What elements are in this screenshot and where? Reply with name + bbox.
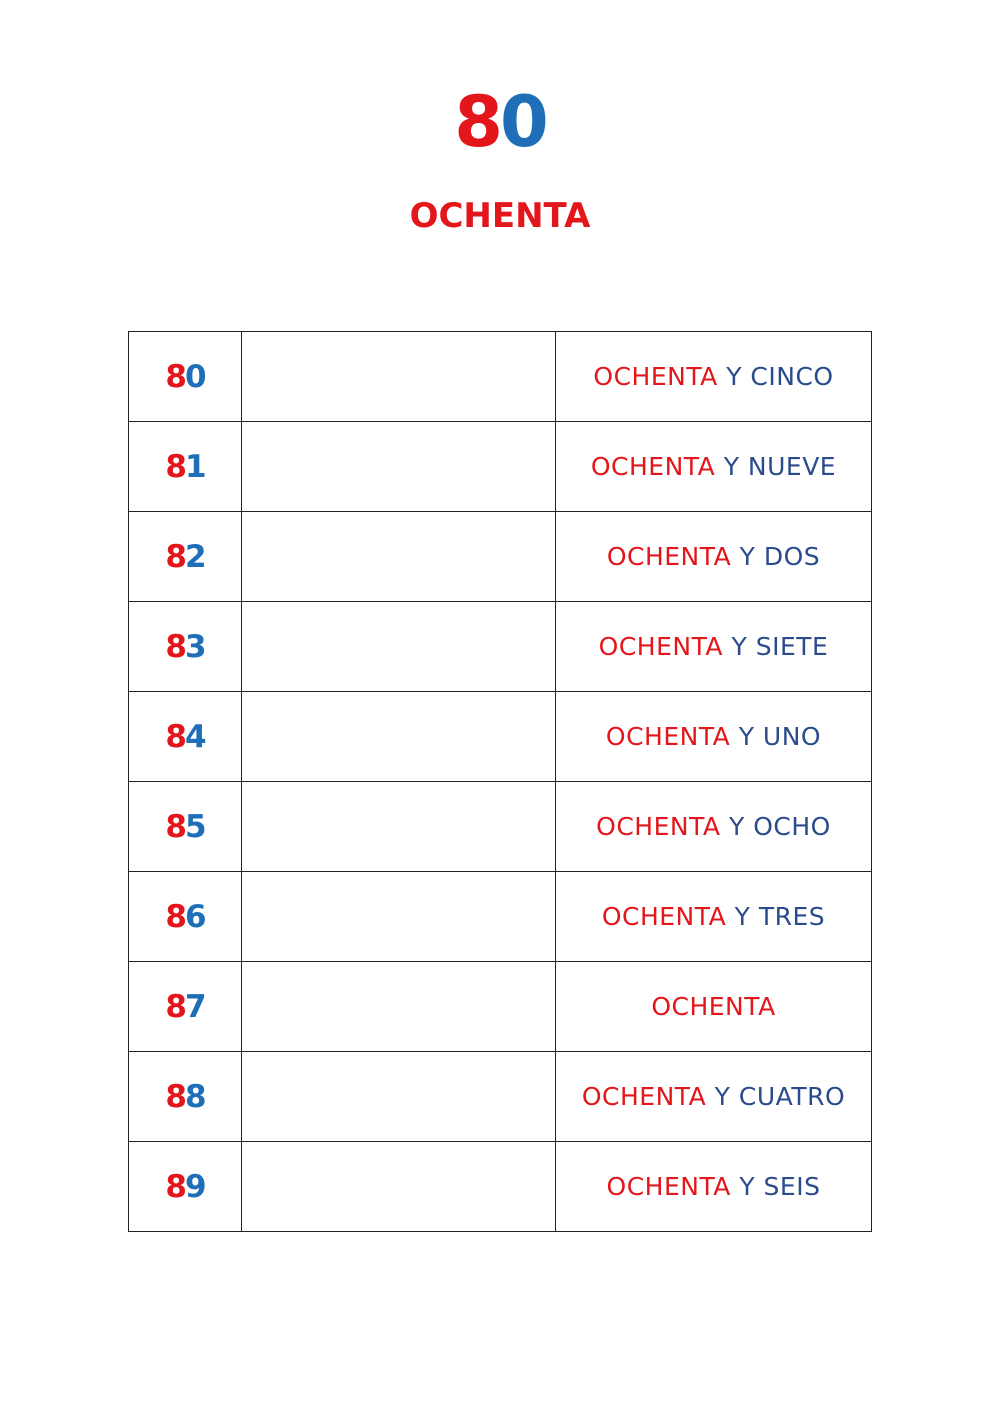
word-cell <box>556 332 872 422</box>
word-units: Y CUATRO <box>706 1082 846 1111</box>
units-digit: 5 <box>185 808 205 845</box>
word-cell <box>556 782 872 872</box>
word-units: Y UNO <box>730 722 822 751</box>
number-cell <box>129 332 242 422</box>
number-cell <box>129 782 242 872</box>
word-ochenta: OCHENTA <box>596 812 721 841</box>
word-cell <box>556 872 872 962</box>
word-ochenta: OCHENTA <box>590 452 716 481</box>
word-units: Y TRES <box>726 902 826 931</box>
units-digit: 8 <box>185 1078 205 1115</box>
answer-blank-cell[interactable] <box>242 692 556 782</box>
title-units-digit: 0 <box>500 81 546 163</box>
word-units: Y SEIS <box>730 1172 821 1201</box>
word-cell <box>556 512 872 602</box>
answer-blank-cell[interactable] <box>242 1142 556 1232</box>
tens-digit: 8 <box>165 718 185 755</box>
tens-digit: 8 <box>165 448 185 485</box>
number-cell <box>129 1142 242 1232</box>
word-ochenta: OCHENTA <box>651 992 776 1021</box>
word-cell <box>556 602 872 692</box>
tens-digit: 8 <box>165 358 185 395</box>
page-title-number <box>0 78 1000 166</box>
word-units: Y OCHO <box>720 812 831 841</box>
word-units: Y CINCO <box>717 362 834 391</box>
units-digit: 2 <box>185 538 205 575</box>
units-digit: 1 <box>185 448 205 485</box>
tens-digit: 8 <box>165 538 185 575</box>
table-row <box>129 332 872 422</box>
word-units: Y SIETE <box>723 632 829 661</box>
number-cell <box>129 692 242 782</box>
number-cell <box>129 512 242 602</box>
word-cell <box>556 962 872 1052</box>
table-row <box>129 872 872 962</box>
table-row <box>129 962 872 1052</box>
table-row <box>129 512 872 602</box>
units-digit: 0 <box>185 358 205 395</box>
number-cell <box>129 422 242 512</box>
page-title-word: OCHENTA <box>409 196 591 236</box>
number-cell <box>129 872 242 962</box>
word-ochenta: OCHENTA <box>606 1172 731 1201</box>
answer-blank-cell[interactable] <box>242 872 556 962</box>
table-body <box>129 332 872 1232</box>
table-row <box>129 692 872 782</box>
tens-digit: 8 <box>165 808 185 845</box>
word-ochenta: OCHENTA <box>581 1082 707 1111</box>
tens-digit: 8 <box>165 898 185 935</box>
word-ochenta: OCHENTA <box>605 722 731 751</box>
title-tens-digit: 8 <box>454 81 500 163</box>
tens-digit: 8 <box>165 988 185 1025</box>
word-ochenta: OCHENTA <box>606 542 732 571</box>
table-row <box>129 422 872 512</box>
answer-blank-cell[interactable] <box>242 602 556 692</box>
units-digit: 9 <box>185 1168 205 1205</box>
tens-digit: 8 <box>165 1078 185 1115</box>
word-cell <box>556 1052 872 1142</box>
word-units: Y DOS <box>731 542 821 571</box>
number-cell <box>129 602 242 692</box>
word-units: Y NUEVE <box>715 452 837 481</box>
word-ochenta: OCHENTA <box>601 902 727 931</box>
word-ochenta: OCHENTA <box>598 632 724 661</box>
units-digit: 6 <box>185 898 205 935</box>
units-digit: 7 <box>185 988 205 1025</box>
table-row <box>129 1052 872 1142</box>
matching-table <box>128 331 872 1232</box>
table-row <box>129 1142 872 1232</box>
answer-blank-cell[interactable] <box>242 962 556 1052</box>
table-row <box>129 602 872 692</box>
answer-blank-cell[interactable] <box>242 332 556 422</box>
word-cell <box>556 1142 872 1232</box>
word-ochenta: OCHENTA <box>593 362 718 391</box>
answer-blank-cell[interactable] <box>242 782 556 872</box>
table-row <box>129 782 872 872</box>
answer-blank-cell[interactable] <box>242 422 556 512</box>
units-digit: 4 <box>185 718 205 755</box>
word-cell <box>556 422 872 512</box>
answer-blank-cell[interactable] <box>242 1052 556 1142</box>
word-cell <box>556 692 872 782</box>
number-cell <box>129 1052 242 1142</box>
units-digit: 3 <box>185 628 205 665</box>
tens-digit: 8 <box>165 628 185 665</box>
number-cell <box>129 962 242 1052</box>
answer-blank-cell[interactable] <box>242 512 556 602</box>
tens-digit: 8 <box>165 1168 185 1205</box>
